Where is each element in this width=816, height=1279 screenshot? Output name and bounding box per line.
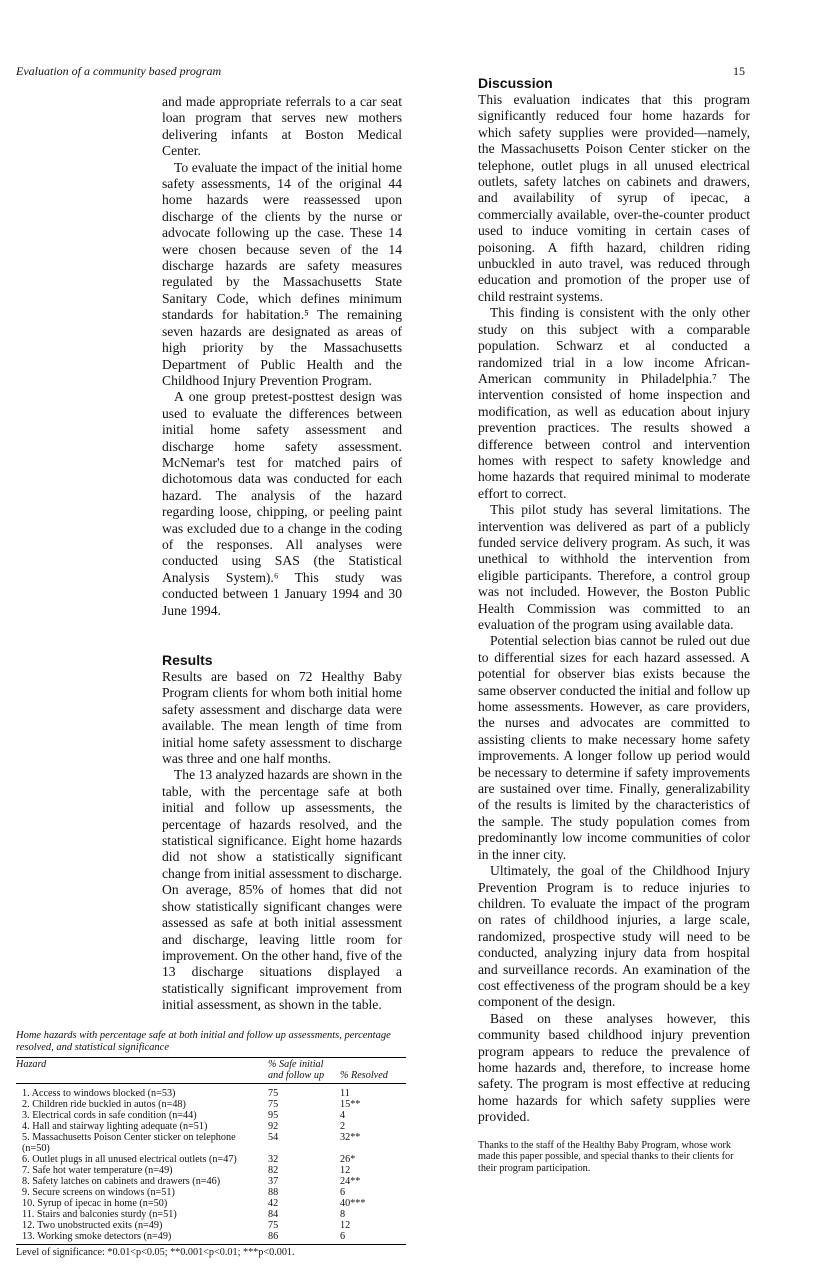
page-number: 15 xyxy=(733,64,745,78)
table-row xyxy=(16,1220,406,1231)
cell-safe: 75 xyxy=(268,1087,279,1099)
cell-resolved: 8 xyxy=(340,1208,346,1220)
header-hazard: Hazard xyxy=(16,1058,47,1070)
table-row xyxy=(16,1154,406,1165)
cell-safe: 75 xyxy=(268,1098,279,1110)
paragraph: This finding is consistent with the only other study on this subject with a comparable population. Schwarz et al conducted a randomized trial in a low income African-American community in Philadelphia.⁷ The intervention consisted of home inspection and modification, as well as education about injury prevention practices. The results showed a difference between control and intervention homes with respect to safety knowledge and home hazards that required minimal to moderate effort to correct. xyxy=(478,305,750,501)
cell-safe: 54 xyxy=(268,1131,279,1143)
table-row xyxy=(16,1083,406,1099)
table-row xyxy=(16,1176,406,1187)
cell-safe: 32 xyxy=(268,1153,279,1165)
table-row xyxy=(16,1121,406,1132)
cell-resolved: 2 xyxy=(340,1120,346,1132)
cell-hazard: 12. Two unobstructed exits (n=49) xyxy=(22,1219,163,1231)
paragraph: and made appropriate referrals to a car seat loan program that serves new mothers delivering infants at Boston Medical Center. xyxy=(162,94,402,159)
left-stack xyxy=(16,94,406,1279)
cell-safe: 82 xyxy=(268,1164,279,1176)
cell-resolved: 6 xyxy=(340,1230,346,1242)
paragraph: Potential selection bias cannot be ruled out due to differential sizes for each hazard assessed. A potential for observer bias exists because the same observer conducted the initial and follow up home assessments. However, as care providers, the nurses and advocates are committed to assisting clients to make necessary home safety improvements. A longer follow up period would be necessary to determine if safety improvements are sustained over time. Finally, generalizability of the results is limited by the characteristics of the sample. The study population comes from predominantly low income communities of color in the inner city. xyxy=(478,633,750,862)
cell-resolved: 40*** xyxy=(340,1197,366,1209)
running-title: Evaluation of a community based program xyxy=(16,64,222,78)
right-column xyxy=(478,75,750,1126)
cell-resolved: 12 xyxy=(340,1219,351,1231)
table-row xyxy=(16,1099,406,1110)
cell-safe: 75 xyxy=(268,1219,279,1231)
cell-hazard: 7. Safe hot water temperature (n=49) xyxy=(22,1164,173,1176)
table-row xyxy=(16,1110,406,1121)
table-row xyxy=(16,1209,406,1220)
cell-resolved: 26* xyxy=(340,1153,356,1165)
right-stack xyxy=(478,75,750,1194)
cell-hazard: 10. Syrup of ipecac in home (n=50) xyxy=(22,1197,168,1209)
significance-note: Level of significance: *0.01<p<0.05; **0.001<p<0.01; ***p<0.001. xyxy=(16,1246,295,1258)
cell-safe: 86 xyxy=(268,1230,279,1242)
results-heading: Results xyxy=(162,652,213,668)
cell-resolved: 24** xyxy=(340,1175,361,1187)
paragraph: A one group pretest-posttest design was used to evaluate the differences between initial home safety assessment and discharge home safety assessment. McNemar's test for matched pairs of dichotomous data was conducted for each hazard. The analysis of the hazard regarding loose, chipping, or peeling paint was excluded due to a change in the coding of the responses. All analyses were conducted using SAS (the Statistical Analysis System).⁶ This study was conducted between 1 January 1994 and 30 June 1994. xyxy=(162,389,402,618)
cell-hazard: 5. Massachusetts Poison Center sticker on telephone (n=50) xyxy=(22,1131,236,1154)
left-column xyxy=(162,94,402,1014)
cell-hazard: 3. Electrical cords in safe condition (n=44) xyxy=(22,1109,197,1121)
cell-resolved: 15** xyxy=(340,1098,361,1110)
cell-safe: 42 xyxy=(268,1197,279,1209)
paragraph: This evaluation indicates that this program significantly reduced four home hazards for which safety supplies were provided—namely, the Massachusetts Poison Center sticker on the telephone, outlet plugs in all unused electrical outlets, safety latches on cabinets and drawers, and availability of syrup of ipecac, a commercially available, over-the-counter product used to induce vomiting in certain cases of poisoning. A fifth hazard, children riding unbuckled in auto travel, was reduced through education and promotion of the proper use of child restraint systems. xyxy=(478,92,750,304)
discussion-heading: Discussion xyxy=(478,75,553,91)
paragraph: The 13 analyzed hazards are shown in the table, with the percentage safe at both initial and follow up assessments, the percentage of hazards resolved, and the statistical significance. Eight home hazards did not show a statistically significant change from initial assessment to discharge. On average, 85% of homes that did not show statistically significant changes were assessed as safe at both initial assessment and discharge, leaving little room for improvement. On the other hand, five of the 13 discharge situations displayed a statistically significant improvement from initial assessment, as shown in the table. xyxy=(162,767,402,1013)
hazard-table xyxy=(16,1030,406,1259)
table-caption: Home hazards with percentage safe at both initial and follow up assessments, percentage resolved, and statistical significance xyxy=(16,1029,391,1053)
cell-resolved: 6 xyxy=(340,1186,346,1198)
cell-resolved: 11 xyxy=(340,1087,350,1099)
cell-safe: 88 xyxy=(268,1186,279,1198)
table-row xyxy=(16,1187,406,1198)
header-resolved: % Resolved xyxy=(340,1069,388,1081)
cell-hazard: 9. Secure screens on windows (n=51) xyxy=(22,1186,175,1198)
table-row xyxy=(16,1198,406,1209)
paragraph: Ultimately, the goal of the Childhood Injury Prevention Program is to reduce injuries to children. To evaluate the impact of the program on rates of childhood injuries, a large scale, randomized, prospective study will need to be conducted, analyzing injury data from hospital and surveillance records. An examination of the cost effectiveness of the program should be a key component of the design. xyxy=(478,863,750,1010)
cell-hazard: 11. Stairs and balconies sturdy (n=51) xyxy=(22,1208,177,1220)
paragraph: This pilot study has several limitations. The intervention was delivered as part of a publicly funded service delivery program. As such, it was unethical to withhold the intervention from eligible participants. Therefore, a control group was not included. However, the Boston Public Health Commission was committed to an evaluation of the program using available data. xyxy=(478,502,750,632)
table-row xyxy=(16,1165,406,1176)
table-row xyxy=(16,1231,406,1245)
cell-hazard: 13. Working smoke detectors (n=49) xyxy=(22,1230,172,1242)
cell-hazard: 2. Children ride buckled in autos (n=48) xyxy=(22,1098,186,1110)
cell-hazard: 4. Hall and stairway lighting adequate (n=51) xyxy=(22,1120,208,1132)
cell-resolved: 12 xyxy=(340,1164,351,1176)
cell-resolved: 32** xyxy=(340,1131,361,1143)
cell-resolved: 4 xyxy=(340,1109,346,1121)
paragraph: Results are based on 72 Healthy Baby Program clients for whom both initial home safety assessment and discharge data were available. The mean length of time from initial home safety assessment to discharge was three and one half months. xyxy=(162,669,402,767)
cell-hazard: 6. Outlet plugs in all unused electrical outlets (n=47) xyxy=(22,1153,237,1165)
paragraph: Based on these analyses however, this community based childhood injury prevention program appears to reduce the prevalence of home hazards and, therefore, to increase home safety. The program is most effective at reducing home hazards for which safety supplies were provided. xyxy=(478,1010,750,1125)
acknowledgment: Thanks to the staff of the Healthy Baby Program, whose work made this paper possible, and special thanks to their clients for their program participation. xyxy=(478,1139,734,1174)
cell-safe: 37 xyxy=(268,1175,279,1187)
cell-safe: 95 xyxy=(268,1109,279,1121)
header-safe: % Safe initial and follow up xyxy=(268,1058,325,1081)
cell-safe: 84 xyxy=(268,1208,279,1220)
cell-hazard: 8. Safety latches on cabinets and drawers (n=46) xyxy=(22,1175,221,1187)
table-row xyxy=(16,1132,406,1154)
cell-safe: 92 xyxy=(268,1120,279,1132)
paragraph: To evaluate the impact of the initial home safety assessments, 14 of the original 44 home hazards were reassessed upon discharge of the clients by the nurse or advocate following up the case. These 14 were chosen because seven of the 14 discharge hazards are safety measures regulated by the Massachusetts State Sanitary Code, which defines minimum standards for habitation.⁵ The remaining seven hazards are designated as areas of high priority by the Massachusetts Department of Public Health and the Childhood Injury Prevention Program. xyxy=(162,159,402,388)
cell-hazard: 1. Access to windows blocked (n=53) xyxy=(22,1087,176,1099)
